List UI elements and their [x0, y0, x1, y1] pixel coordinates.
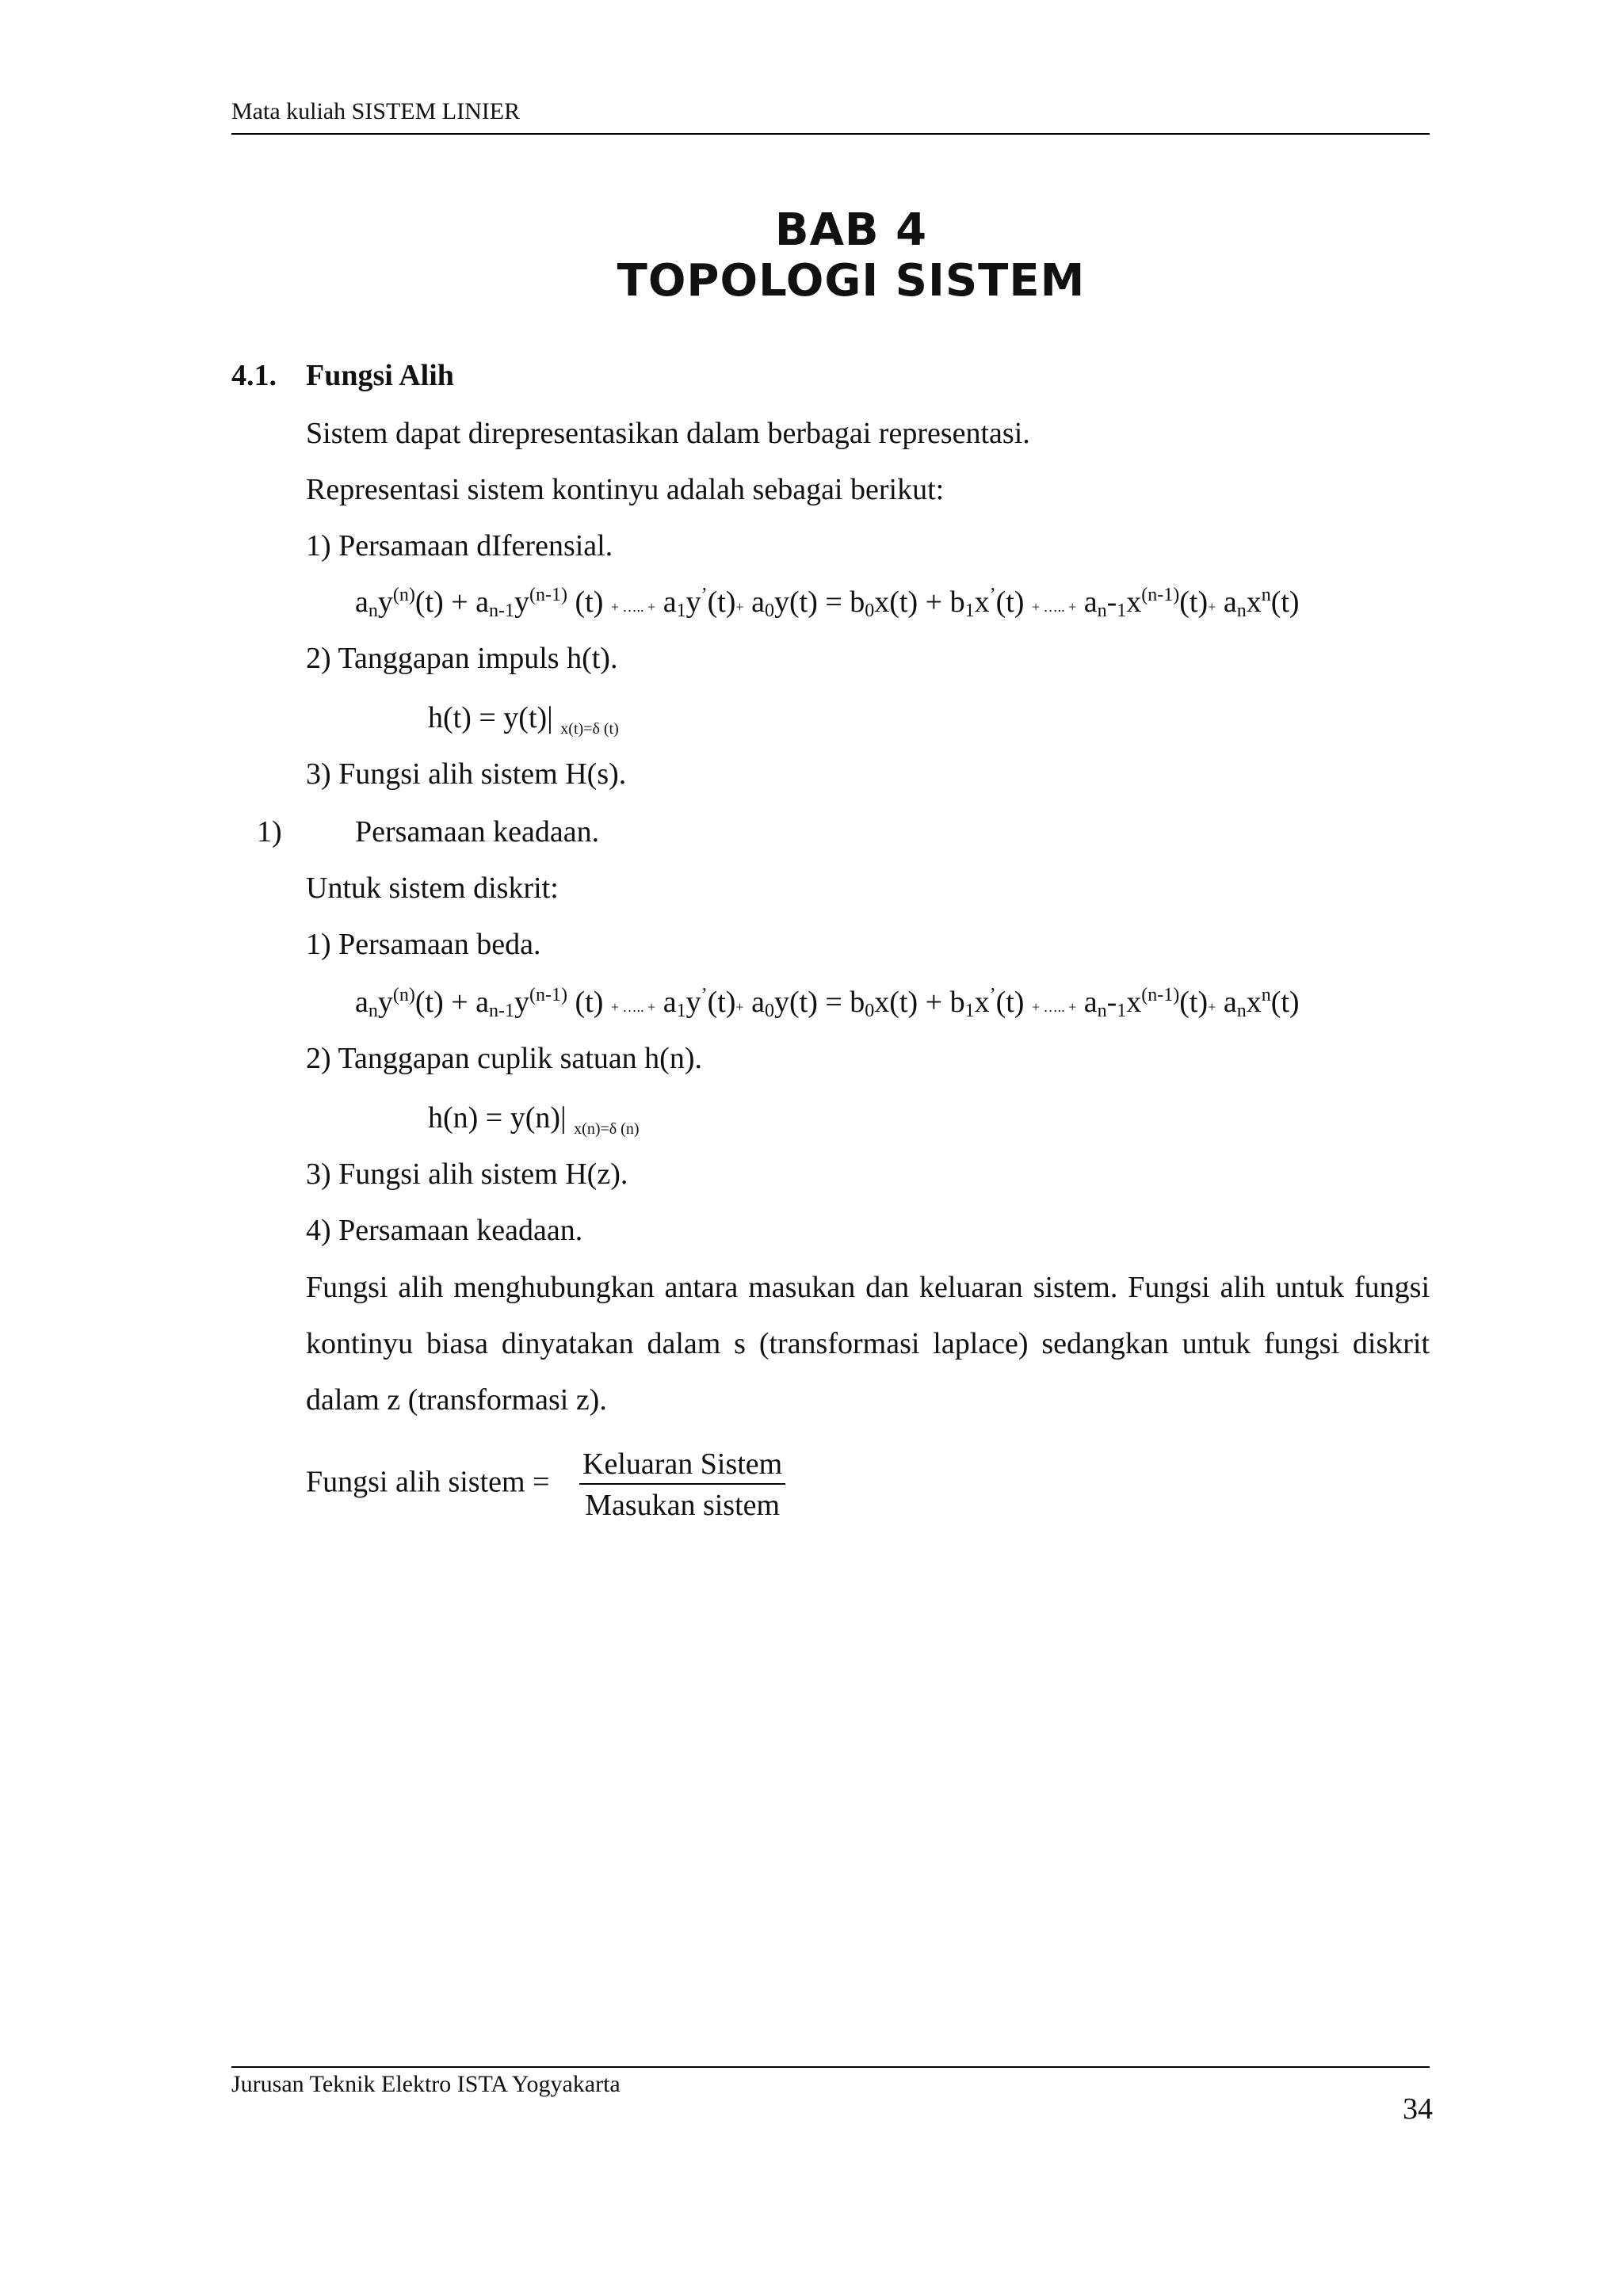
page-number: 34	[1403, 2092, 1433, 2126]
differential-equation: $a_ny^{(n)}(t) + a_{n-1}y^{(n-1)}$ (t) + ….. + $a_1y^’(t)+ a_0y(t) = b_0x(t) + b_1x^’(t)$ + ….. + $a_n-_1x^{(n-1)}(t)+ a_nx^n(t)$	[355, 585, 1300, 621]
header-rule	[231, 133, 1430, 135]
cuplik-equation: h(n) = y(n)| $_{x(n)=\delta (n)}$	[428, 1101, 640, 1138]
section-heading	[231, 358, 454, 393]
cont-item-4: Persamaan keadaan.	[355, 815, 600, 849]
disc-item-4: 4) Persamaan keadaan.	[306, 1214, 583, 1247]
chapter-number: BAB 4	[774, 204, 928, 256]
cont-item-4-number: 1)	[257, 815, 282, 849]
cont-item-2: 2) Tanggapan impuls h(t).	[306, 642, 618, 675]
formula-numerator: Keluaran Sistem	[579, 1447, 785, 1485]
running-header: Mata kuliah SISTEM LINIER	[231, 98, 521, 124]
disc-item-1: 1) Persamaan beda.	[306, 928, 541, 961]
cont-item-3: 3) Fungsi alih sistem H(s).	[306, 757, 627, 791]
section-number: 4.1.	[231, 359, 277, 392]
discrete-heading: Untuk sistem diskrit:	[306, 871, 559, 905]
section-title: Fungsi Alih	[306, 359, 454, 392]
disc-item-2: 2) Tanggapan cuplik satuan h(n).	[306, 1042, 702, 1075]
transfer-function-formula	[306, 1447, 785, 1523]
chapter-title: TOPOLOGI SISTEM	[617, 255, 1086, 307]
formula-denominator: Masukan sistem	[585, 1489, 781, 1522]
formula-fraction	[579, 1447, 785, 1523]
formula-lhs: Fungsi alih sistem =	[306, 1465, 550, 1499]
impulse-equation: h(t) = y(t)| $_{x(t)=\delta (t)}$	[428, 701, 619, 738]
intro-line-1: Sistem dapat direpresentasikan dalam berbagai representasi.	[306, 417, 1030, 450]
footer-institution: Jurusan Teknik Elektro ISTA Yogyakarta	[231, 2071, 621, 2097]
difference-equation: $a_ny^{(n)}(t) + a_{n-1}y^{(n-1)}$ (t) + ….. + $a_1y^’(t)+ a_0y(t) = b_0x(t) + b_1x^’(t)$ + ….. + $a_n-_1x^{(n-1)}(t)+ a_nx^n(t)$	[355, 985, 1300, 1021]
transfer-function-paragraph: Fungsi alih menghubungkan antara masukan dan keluaran sistem. Fungsi alih untuk fungsi kontinyu biasa dinyatakan dalam s (transformasi laplace) sedangkan untuk fungsi diskrit dalam z (transformasi z).	[306, 1271, 1430, 1417]
cont-item-1: 1) Persamaan dIferensial.	[306, 529, 613, 563]
disc-item-3: 3) Fungsi alih sistem H(z).	[306, 1158, 628, 1191]
intro-line-2: Representasi sistem kontinyu adalah sebagai berikut:	[306, 473, 945, 506]
footer-rule	[231, 2066, 1430, 2068]
